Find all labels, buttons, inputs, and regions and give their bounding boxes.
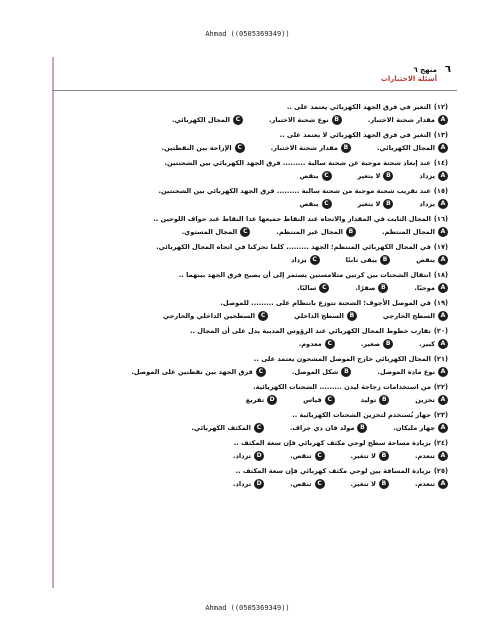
option-letter-badge: B (332, 115, 342, 125)
question-number: (١٣) (433, 131, 448, 139)
option-letter-badge: B (383, 199, 393, 209)
option-letter-badge: B (379, 395, 389, 405)
option-text: المجال المستوي. (181, 228, 238, 236)
option-letter-badge: B (378, 283, 388, 293)
option-letter-badge: A (438, 423, 448, 433)
answer-option[interactable] (355, 281, 388, 295)
question-number: (٢١) (433, 355, 448, 363)
header-title-box (381, 66, 437, 83)
option-text: المجال الكهربائي. (376, 144, 435, 152)
answer-options (70, 309, 448, 323)
option-letter-badge: C (254, 423, 264, 433)
question-text (70, 101, 448, 113)
option-letter-badge: B (346, 227, 356, 237)
answer-option[interactable] (191, 421, 263, 435)
option-text: السطحين الداخلي والخارجي (163, 312, 256, 320)
option-text: جهاز مليكان. (393, 424, 435, 432)
answer-option[interactable] (358, 169, 394, 183)
option-letter-badge: C (315, 479, 325, 489)
option-text: قياس (303, 396, 322, 404)
option-letter-badge: A (438, 451, 448, 461)
answer-option[interactable] (182, 225, 251, 239)
option-letter-badge: A (438, 115, 448, 125)
question-text (70, 157, 448, 169)
answer-option[interactable] (358, 197, 394, 211)
answer-option[interactable] (233, 449, 264, 463)
option-letter-badge: C (322, 171, 332, 181)
section-title: أسئلة الاختبارات (380, 75, 437, 83)
answer-options (70, 477, 448, 491)
option-text: تنعدم. (414, 480, 435, 488)
question-number: (١٦) (433, 215, 448, 223)
question-stem: من استخدامات زجاجة ليدن ......... الشحنات الكهربائية. (253, 383, 431, 391)
question-text (70, 241, 448, 253)
question-number: (٢٥) (433, 467, 448, 475)
question-stem: في الموصل الأجوف؛ الشحنة تتوزع بانتظام على ......... للموصل. (220, 299, 431, 307)
option-text: تزداد. (233, 480, 252, 488)
option-text: تنعدم. (414, 452, 435, 460)
option-letter-badge: A (438, 227, 448, 237)
question-number: (٢٤) (433, 439, 448, 447)
option-text: لا تتغير. (350, 480, 376, 488)
answer-options (70, 141, 448, 155)
option-text: يزداد (419, 200, 435, 208)
option-text: مولد فان دي جراف. (289, 424, 355, 432)
option-text: المجال غير المنتظم. (276, 228, 343, 236)
question-stem: بزيادة مساحة سطح لوحي مكثف كهربائي فإن سعة المكثف .. (233, 439, 431, 447)
option-text: الإزاحة بين النقطتين. (161, 144, 232, 152)
question-text (70, 129, 448, 141)
question-number: (١٨) (433, 271, 448, 279)
question-text (70, 381, 448, 393)
option-letter-badge: D (254, 451, 264, 461)
answer-option[interactable] (291, 253, 320, 267)
option-letter-badge: A (438, 283, 448, 293)
option-letter-badge: C (310, 255, 320, 265)
answer-options (70, 421, 448, 435)
answer-option[interactable] (162, 141, 245, 155)
answer-option[interactable] (351, 477, 389, 491)
option-text: فرق الجهد بين نقطتين على الموصل. (131, 368, 253, 376)
page-header (52, 60, 457, 88)
answer-option[interactable] (415, 393, 448, 407)
question-number: (١٤) (433, 159, 448, 167)
answer-option[interactable] (393, 421, 448, 435)
answer-option[interactable] (419, 337, 448, 351)
option-text: لا يتغير (357, 172, 381, 180)
answer-options (70, 197, 448, 211)
question-text (70, 185, 448, 197)
option-letter-badge: A (438, 311, 448, 321)
answer-option[interactable] (416, 253, 448, 267)
option-letter-badge: C (240, 227, 250, 237)
option-letter-badge: A (438, 367, 448, 377)
question-stem: التغير في فرق الجهد الكهربائي يعتمد على .. (286, 103, 431, 111)
answer-option[interactable] (361, 337, 393, 351)
answer-option[interactable] (383, 309, 448, 323)
option-text: كبير. (419, 340, 435, 348)
answer-option[interactable] (292, 365, 352, 379)
option-letter-badge: B (383, 171, 393, 181)
question-text (70, 465, 448, 477)
answer-option[interactable] (414, 281, 448, 295)
bottom-footer-text: Ahmad ((0505369349)) (205, 604, 290, 612)
question-text (70, 409, 448, 421)
question-number: (٢٣) (433, 411, 448, 419)
answer-option[interactable] (297, 281, 329, 295)
option-text: يزداد (419, 172, 435, 180)
option-text: تنقص. (290, 452, 312, 460)
answer-option[interactable] (269, 113, 342, 127)
answer-option[interactable] (377, 365, 448, 379)
option-text: نوع مادة الموصل. (377, 368, 435, 376)
answer-option[interactable] (172, 113, 243, 127)
option-letter-badge: B (383, 339, 393, 349)
answer-option[interactable] (271, 141, 351, 155)
option-text: توليد (360, 396, 377, 404)
option-text: المكثف الكهربائي. (191, 424, 251, 432)
option-text: شكل الموصل. (291, 368, 339, 376)
question-stem: المجال الكهربائي خارج الموصل المشحون يعتمد على .. (253, 355, 431, 363)
option-text: معدوم. (298, 340, 322, 348)
page-number: ٦ (444, 64, 451, 75)
question-stem: عند إبعاد شحنة موجبة عن شحنة سالبة ......... فرق الجهد الكهربائي بين الشحنتين. (164, 159, 431, 167)
option-text: يزداد (290, 256, 307, 264)
answer-option[interactable] (131, 365, 265, 379)
question-text (70, 213, 448, 225)
answer-option[interactable] (233, 477, 264, 491)
answer-option[interactable] (382, 225, 448, 239)
option-letter-badge: D (267, 395, 277, 405)
question-stem: التغير في فرق الجهد الكهربائي لا يعتمد على .. (279, 131, 431, 139)
option-letter-badge: B (341, 367, 351, 377)
question-stem: المجال الثابت في المقدار والاتجاه عند النقاط جميعها عدا النقاط عند حواف اللوحين .. (153, 215, 431, 223)
answer-option[interactable] (368, 113, 448, 127)
option-letter-badge: A (438, 339, 448, 349)
option-letter-badge: A (438, 479, 448, 489)
question-stem: عند تقريب شحنة موجبة من شحنة سالبة ......... فرق الجهد الكهربائي بين الشحنتين. (158, 187, 431, 195)
question-number: (١٢) (433, 103, 448, 111)
answer-options (70, 113, 448, 127)
option-letter-badge: B (357, 423, 367, 433)
option-letter-badge: A (438, 171, 448, 181)
question-text (70, 269, 448, 281)
option-text: السطح الخارجي (382, 312, 435, 320)
option-letter-badge: B (379, 451, 389, 461)
answer-option[interactable] (377, 141, 448, 155)
option-letter-badge: B (347, 311, 357, 321)
answer-option[interactable] (300, 169, 332, 183)
answer-option[interactable] (290, 449, 324, 463)
header-divider (52, 90, 457, 91)
option-letter-badge: C (322, 199, 332, 209)
answer-options (70, 225, 448, 239)
option-text: مقدار شحنة الاختبار. (270, 144, 338, 152)
option-letter-badge: D (254, 479, 264, 489)
question-number: (١٥) (433, 187, 448, 195)
answer-options (70, 281, 448, 295)
option-text: سالبًا. (297, 284, 317, 292)
question-stem: بزيادة المسافة بين لوحي مكثف كهربائي فإن سعة المكثف .. (235, 467, 431, 475)
option-text: السطح الداخلي (294, 312, 344, 320)
answer-option[interactable] (299, 337, 335, 351)
option-letter-badge: C (325, 395, 335, 405)
option-text: مقدار شحنة الاختبار. (367, 116, 435, 124)
option-letter-badge: B (380, 255, 390, 265)
option-text: نوع شحنة الاختبار. (268, 116, 329, 124)
question-number: (٢٠) (433, 327, 448, 335)
option-letter-badge: C (233, 115, 243, 125)
question-number: (١٩) (433, 299, 448, 307)
option-text: صغير. (360, 340, 381, 348)
answer-option[interactable] (294, 309, 357, 323)
answer-option[interactable] (346, 253, 390, 267)
answer-options (70, 365, 448, 379)
answer-options (70, 449, 448, 463)
question-number: (٢٢) (433, 383, 448, 391)
answer-option[interactable] (300, 197, 332, 211)
answer-option[interactable] (290, 477, 324, 491)
answer-option[interactable] (351, 449, 389, 463)
option-letter-badge: A (438, 143, 448, 153)
question-stem: جهاز يُستخدم لتخزين الشحنات الكهربائية .. (292, 411, 431, 419)
answer-option[interactable] (419, 169, 448, 183)
answer-option[interactable] (163, 309, 268, 323)
question-text (70, 325, 448, 337)
option-text: ينقص (416, 256, 435, 264)
top-footer-text: Ahmad ((0505369349)) (205, 30, 290, 38)
answer-option[interactable] (290, 421, 368, 435)
option-letter-badge: C (256, 367, 266, 377)
question-stem: تقارب خطوط المجال الكهربائي عند الرؤوس المدببة يدل على أن المجال .. (190, 327, 431, 335)
option-text: صفرًا. (355, 284, 376, 292)
question-stem: في المجال الكهربائي المنتظم؛ الجهد ......... كلما تحركنا في اتجاه المجال الكهربائي. (156, 243, 431, 251)
option-text: ينقص (299, 200, 319, 208)
option-text: لا يتغير (357, 200, 381, 208)
option-text: لا تتغير. (350, 452, 376, 460)
option-text: ينقص (299, 172, 319, 180)
answer-option[interactable] (415, 449, 448, 463)
option-text: يبقى ثابتًا (345, 256, 378, 264)
option-text: تفريغ (245, 396, 265, 404)
option-letter-badge: C (258, 311, 268, 321)
answer-option[interactable] (415, 477, 448, 491)
option-letter-badge: C (315, 451, 325, 461)
answer-options (70, 253, 448, 267)
option-letter-badge: C (319, 283, 329, 293)
answer-options (70, 169, 448, 183)
option-text: تنقص. (290, 480, 312, 488)
answer-option[interactable] (419, 197, 448, 211)
option-letter-badge: C (235, 143, 245, 153)
answer-option[interactable] (276, 225, 356, 239)
option-text: موجبًا. (414, 284, 435, 292)
question-text (70, 297, 448, 309)
answer-option[interactable] (246, 393, 277, 407)
question-text (70, 437, 448, 449)
option-letter-badge: A (438, 199, 448, 209)
answer-option[interactable] (361, 393, 390, 407)
answer-options (70, 393, 448, 407)
option-letter-badge: A (438, 255, 448, 265)
option-letter-badge: B (379, 479, 389, 489)
question-stem: انتقال الشحنات بين كرتين متلامستين يستمر إلى أن يصبح فرق الجهد بينهما .. (178, 271, 431, 279)
answer-option[interactable] (303, 393, 335, 407)
option-letter-badge: C (325, 339, 335, 349)
option-letter-badge: B (341, 143, 351, 153)
questions-list (70, 101, 448, 493)
option-text: المجال المنتظم. (381, 228, 435, 236)
subject-title: منهج ٦ (413, 66, 437, 74)
answer-options (70, 337, 448, 351)
question-text (70, 353, 448, 365)
question-number: (١٧) (433, 243, 448, 251)
option-text: تخزين (415, 396, 435, 404)
option-letter-badge: A (438, 395, 448, 405)
option-text: المجال الكهربائي. (171, 116, 230, 124)
option-text: تزداد. (233, 452, 252, 460)
